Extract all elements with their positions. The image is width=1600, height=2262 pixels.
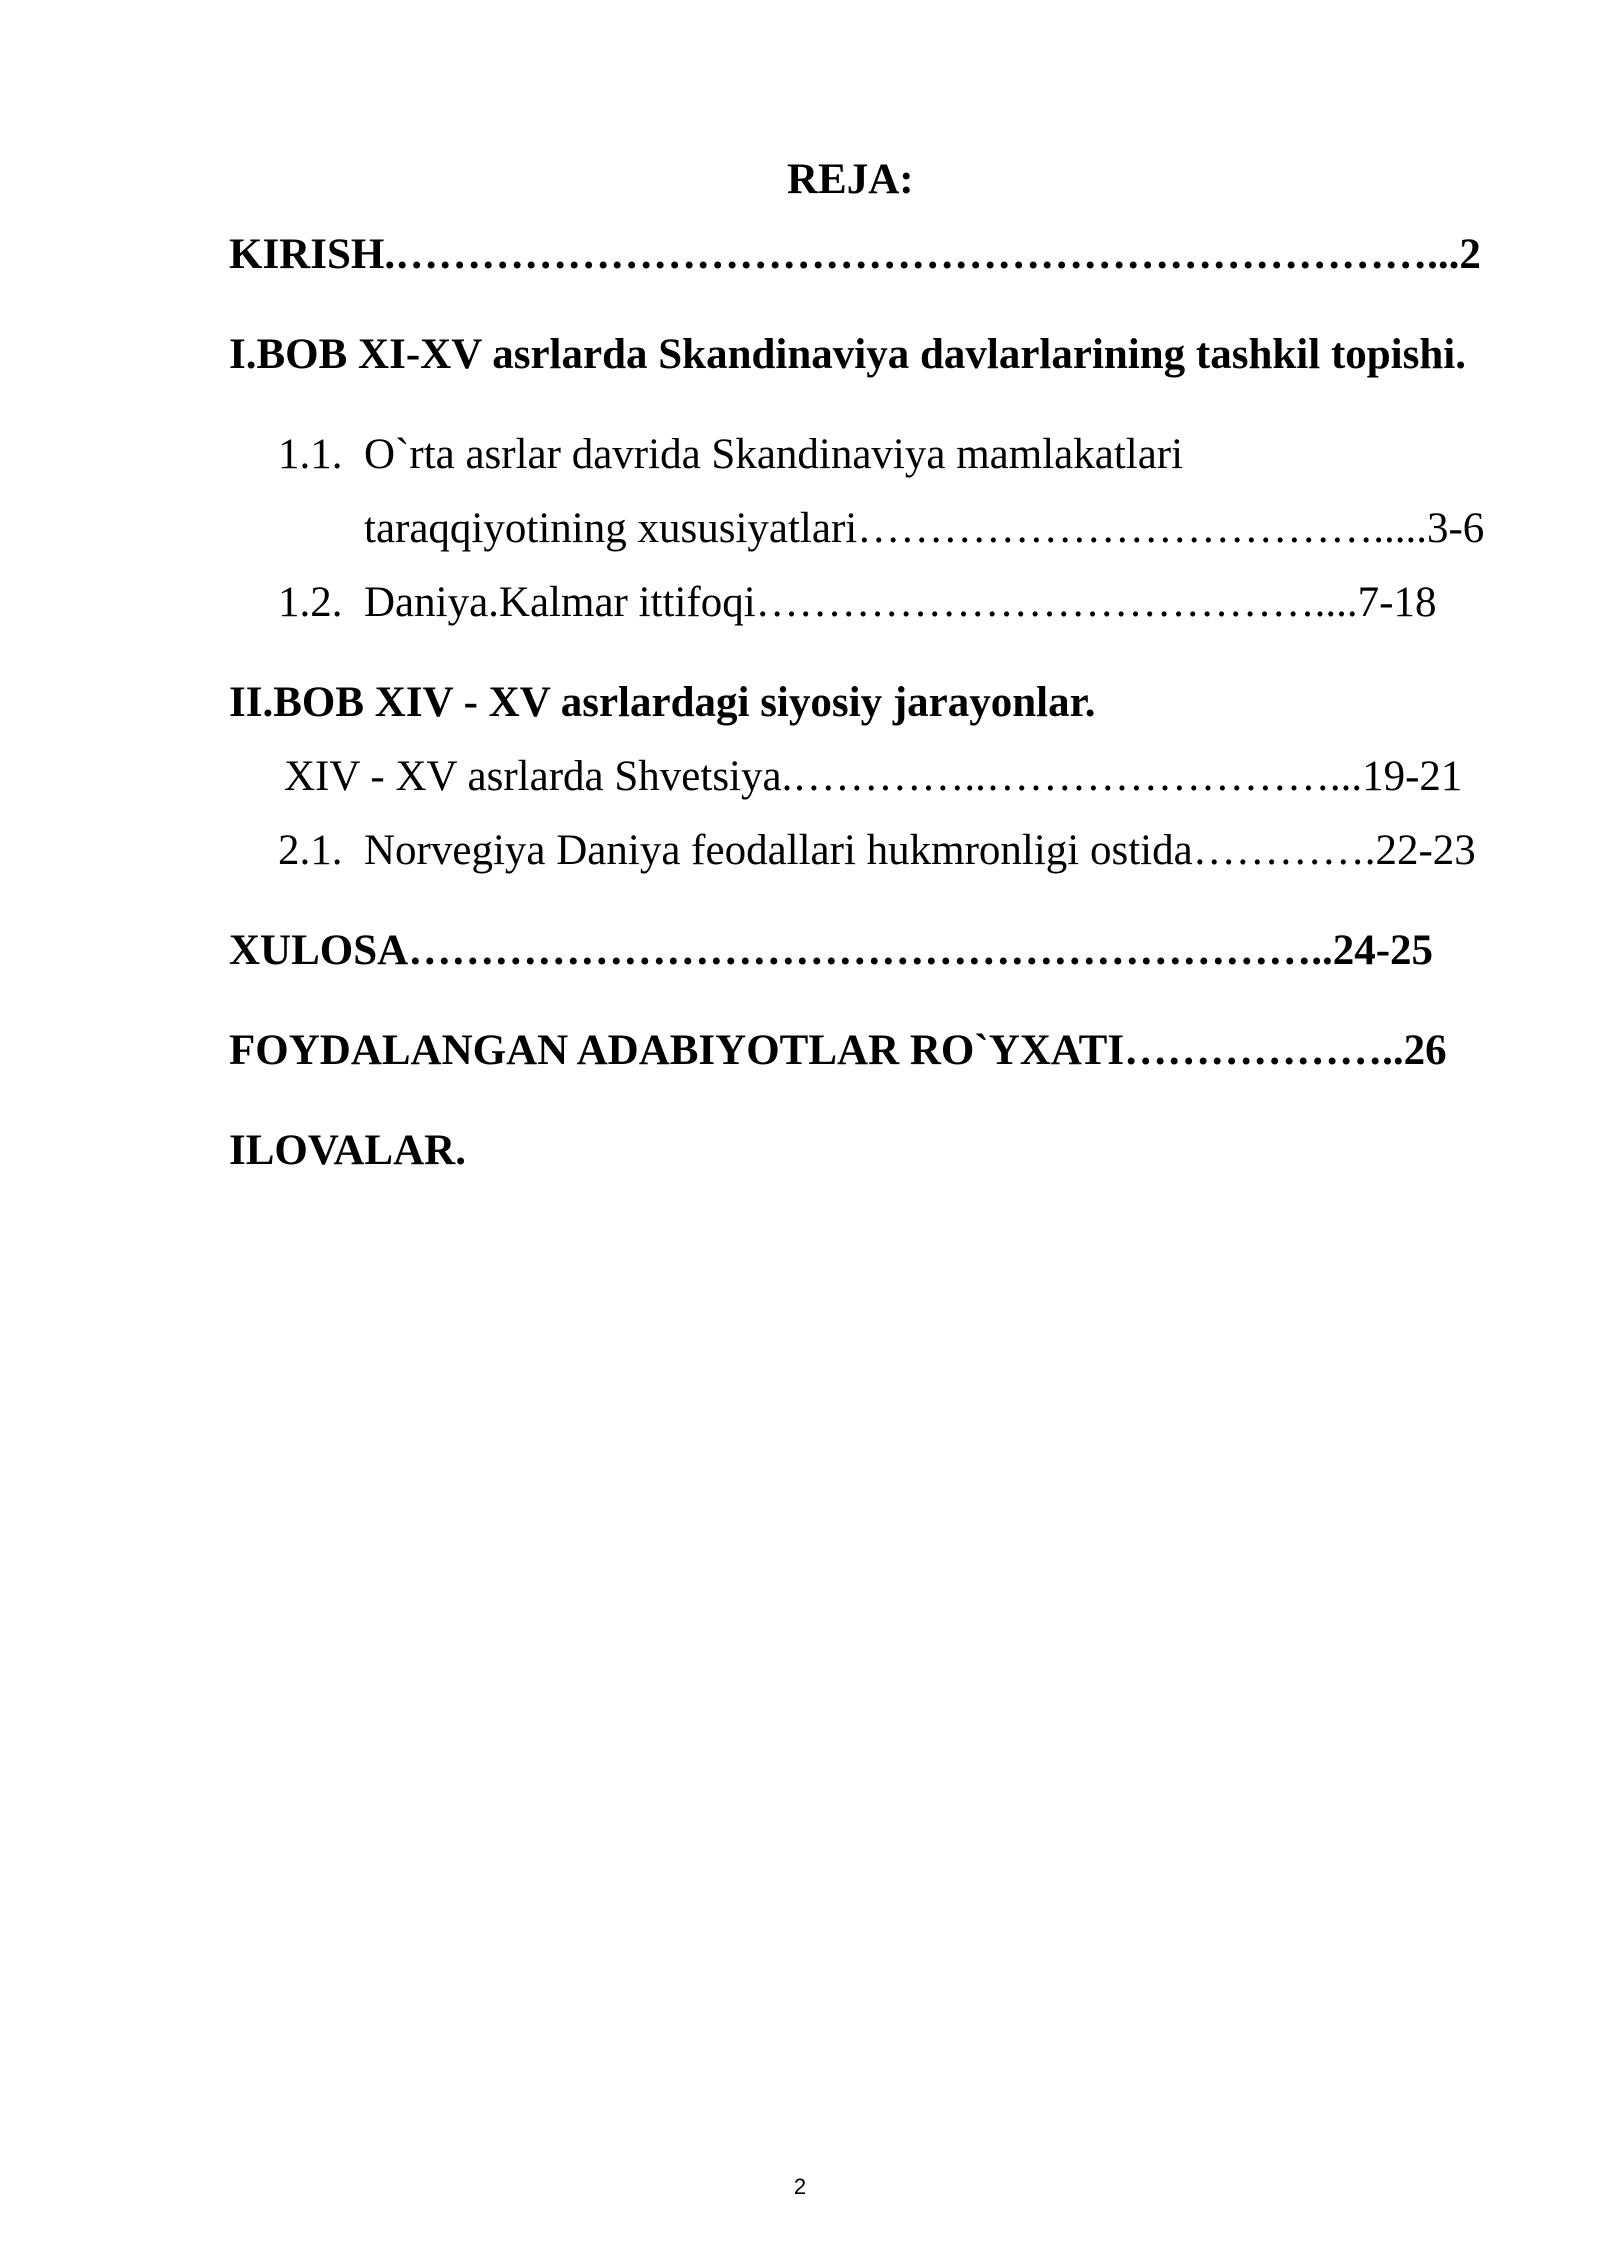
toc-entry-section-1-2 — [278, 581, 1436, 624]
toc-entry-introduction: KIRISH.………………………………………………………………...2 — [229, 231, 1481, 278]
section-title: O`rta asrlar davrida Skandinaviya mamlakatlari — [364, 431, 1184, 478]
toc-entry-conclusion: XULOSA………………………………………………………..24-25 — [229, 927, 1434, 974]
toc-entry-section-1-1 — [278, 433, 1183, 476]
toc-entry-section-2-1 — [278, 829, 1476, 872]
toc-entry-appendices: ILOVALAR. — [229, 1127, 466, 1174]
section-title: Norvegiya Daniya feodallari hukmronligi ostida………….22-23 — [364, 827, 1476, 874]
page-title: REJA: — [787, 156, 914, 203]
toc-entry-section-1-1-continuation: taraqqiyotining xususiyatlari……………………………….....3-6 — [364, 505, 1485, 552]
section-number: 1.2. — [278, 579, 343, 626]
section-title: Daniya.Kalmar ittifoqi…………………………………....7-18 — [364, 579, 1437, 626]
toc-entry-references: FOYDALANGAN ADABIYOTLAR RO`YXATI………………..26 — [229, 1027, 1447, 1074]
section-number: 1.1. — [278, 431, 343, 478]
toc-entry-chapter-2: II.BOB XIV - XV asrlardagi siyosiy jarayonlar. — [229, 679, 1096, 726]
section-number: 2.1. — [278, 827, 343, 874]
page-number: 2 — [793, 2174, 807, 2199]
toc-entry-chapter-1: I.BOB XI-XV asrlarda Skandinaviya davlarlarining tashkil topishi. — [229, 331, 1466, 378]
toc-entry-shvetsiya: XIV - XV asrlarda Shvetsiya.…………..……………………...19-21 — [284, 753, 1463, 800]
